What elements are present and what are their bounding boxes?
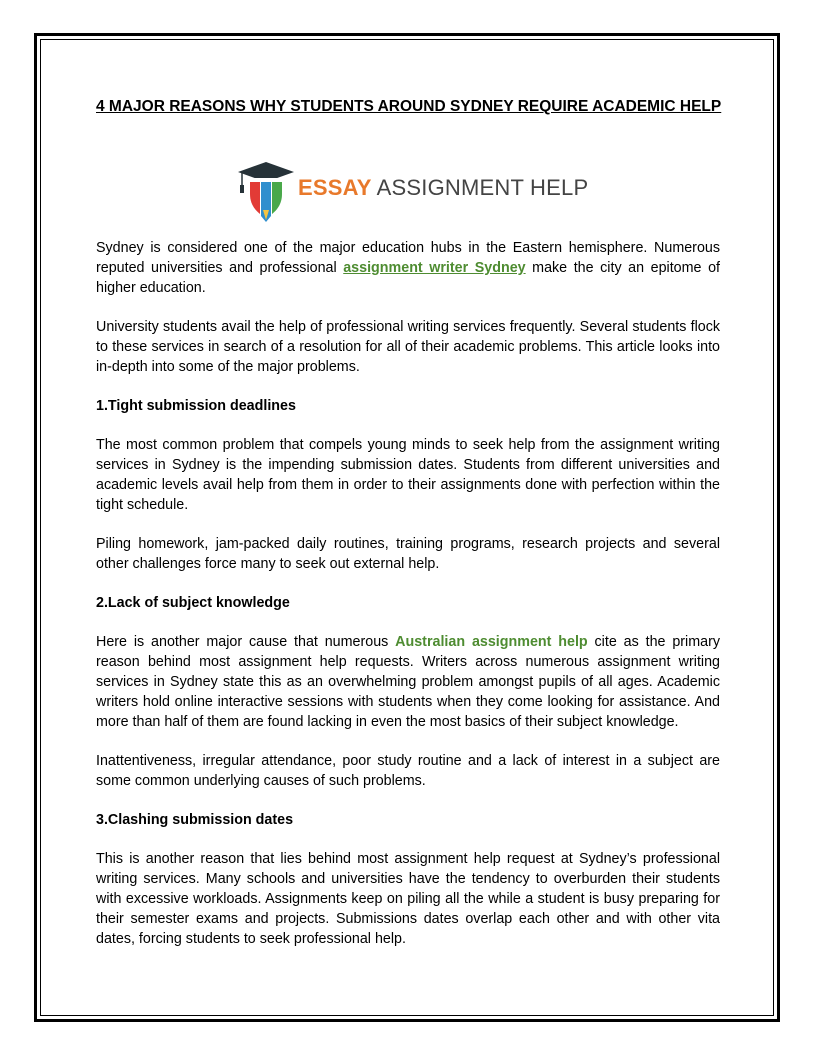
intro-text-after: make the city an epitome of higher education. (96, 260, 720, 296)
australian-assignment-help-link[interactable]: Australian assignment help (395, 634, 588, 650)
section-2-text-after: cite as the primary reason behind most assignment help requests. Writers across numerous assignment writing services in Sydney state this as an overwhelming problem amongst pupils of all ages. Academic writers hold online interactive sessions with students when they come looking for assistance. And more than half of them are found lacking in even the most basics of their subject knowledge. (96, 634, 720, 730)
section-2-heading: 2.Lack of subject knowledge (96, 595, 290, 611)
section-2-paragraph-2: Inattentiveness, irregular attendance, poor study routine and a lack of interest in a subject are some common underlying causes of such problems. (96, 753, 720, 789)
essay-assignment-help-logo (236, 160, 589, 224)
section-2-text-before: Here is another major cause that numerous (96, 634, 396, 650)
intro-paragraph-2: University students avail the help of professional writing services frequently. Several students flock to these services in search of a resolution for all of their academic problems. This article looks into in-depth into some of the major problems. (96, 319, 720, 375)
section-3-heading: 3.Clashing submission dates (96, 812, 294, 828)
intro-paragraph-1 (96, 238, 720, 298)
logo-wordmark (298, 175, 588, 201)
section-3-paragraph-1: This is another reason that lies behind most assignment help request at Sydney’s professional writing services. Many schools and universities have the tendency to overburden their students with excessive workloads. Assignments keep on piling all the while a student is busy preparing for their semester exams and projects. Submissions dates overlap each other and with other vita dates, forcing students to seek professional help. (96, 851, 720, 947)
assignment-writer-sydney-link[interactable]: assignment writer Sydney (343, 260, 526, 276)
section-1-heading: 1.Tight submission deadlines (96, 398, 296, 414)
logo-word-assignment-help: ASSIGNMENT HELP (371, 175, 589, 200)
intro-text-before: Sydney is considered one of the major education hubs in the Eastern hemisphere. Numerous reputed universities and professional (96, 240, 720, 276)
logo-word-essay: ESSAY (298, 175, 372, 200)
section-2-paragraph-1 (96, 632, 720, 732)
document-body (96, 238, 720, 949)
document-title: 4 MAJOR REASONS WHY STUDENTS AROUND SYDNEY REQUIRE ACADEMIC HELP (96, 98, 722, 115)
section-1-paragraph-2: Piling homework, jam-packed daily routines, training programs, research projects and several other challenges force many to seek out external help. (96, 536, 720, 572)
section-1-paragraph-1: The most common problem that compels young minds to seek help from the assignment writing services in Sydney is the impending submission dates. Students from different universities and academic levels avail help from them in order to their assignments done with perfection within the tight schedule. (96, 437, 720, 513)
graduation-cap-pencil-icon (236, 160, 296, 224)
